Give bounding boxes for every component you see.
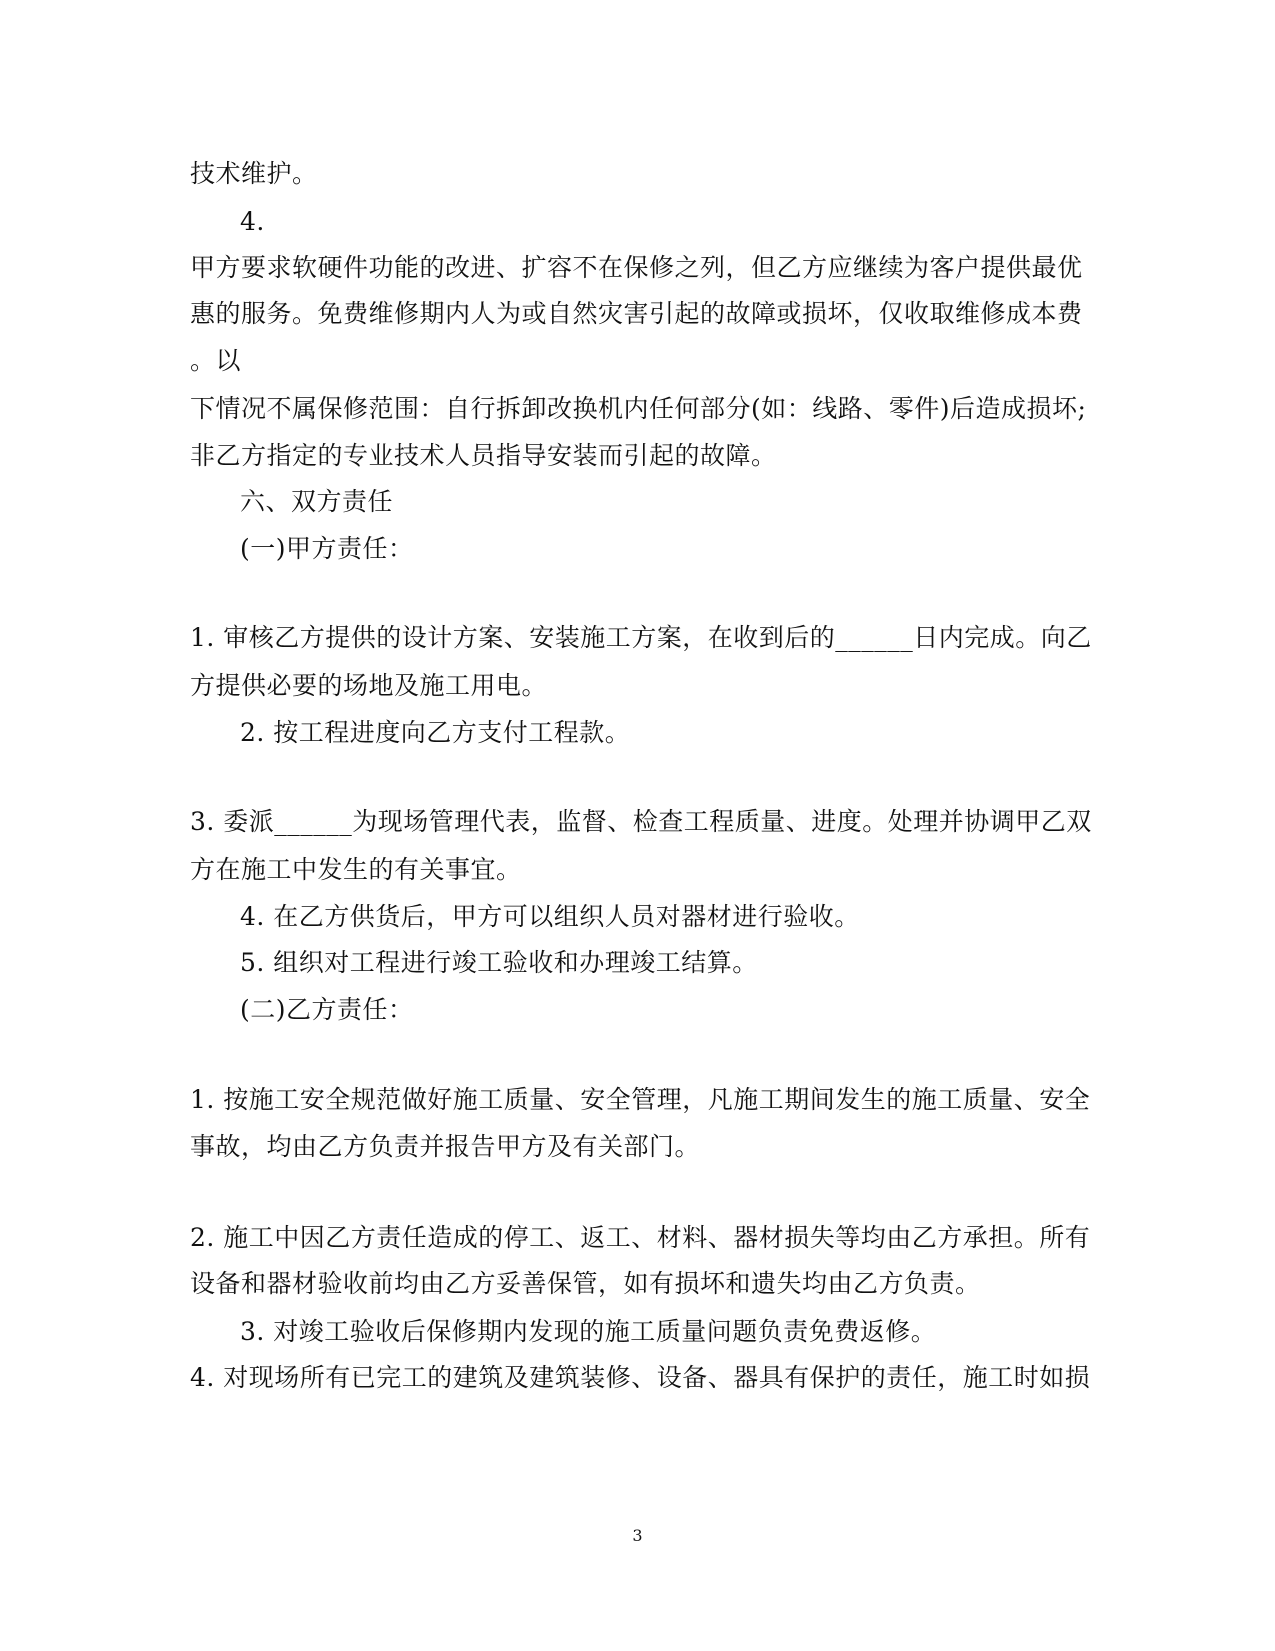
- text-line: 2. 施工中因乙方责任造成的停工、返工、材料、器材损失等均由乙方承担。所有: [190, 1223, 1091, 1252]
- text-line: 方在施工中发生的有关事宜。: [190, 855, 522, 884]
- text-line: 事故，均由乙方负责并报告甲方及有关部门。: [190, 1132, 701, 1161]
- text-line: 下情况不属保修范围：自行拆卸改换机内任何部分(如：线路、零件)后造成损坏;: [190, 394, 1087, 423]
- subsection-heading: (二)乙方责任：: [240, 995, 414, 1024]
- text-line: 设备和器材验收前均由乙方妥善保管，如有损坏和遗失均由乙方负责。: [190, 1269, 981, 1298]
- page-number: 3: [632, 1526, 643, 1545]
- text-line: 3. 委派______为现场管理代表，监督、检查工程质量、进度。处理并协调甲乙双: [190, 807, 1092, 836]
- text-line: 。以: [190, 346, 242, 375]
- text-line: 1. 审核乙方提供的设计方案、安装施工方案，在收到后的______日内完成。向乙: [190, 623, 1092, 652]
- text-line: 技术维护。: [190, 159, 318, 188]
- subsection-heading: (一)甲方责任：: [240, 534, 414, 563]
- text-line: 4. 对现场所有已完工的建筑及建筑装修、设备、器具有保护的责任，施工时如损: [190, 1363, 1091, 1392]
- text-line: 4. 在乙方供货后，甲方可以组织人员对器材进行验收。: [240, 902, 860, 931]
- text-line: 5. 组织对工程进行竣工验收和办理竣工结算。: [240, 948, 758, 977]
- text-line: 2. 按工程进度向乙方支付工程款。: [240, 718, 631, 747]
- text-line: 方提供必要的场地及施工用电。: [190, 671, 548, 700]
- text-line: 非乙方指定的专业技术人员指导安装而引起的故障。: [190, 441, 777, 470]
- text-line: 4.: [240, 207, 265, 236]
- text-line: 1. 按施工安全规范做好施工质量、安全管理，凡施工期间发生的施工质量、安全: [190, 1085, 1091, 1114]
- text-line: 甲方要求软硬件功能的改进、扩容不在保修之列，但乙方应继续为客户提供最优: [190, 253, 1083, 282]
- text-line: 3. 对竣工验收后保修期内发现的施工质量问题负责免费返修。: [240, 1317, 937, 1346]
- section-heading: 六、双方责任: [240, 487, 394, 516]
- text-line: 惠的服务。免费维修期内人为或自然灾害引起的故障或损坏，仅收取维修成本费: [190, 299, 1083, 328]
